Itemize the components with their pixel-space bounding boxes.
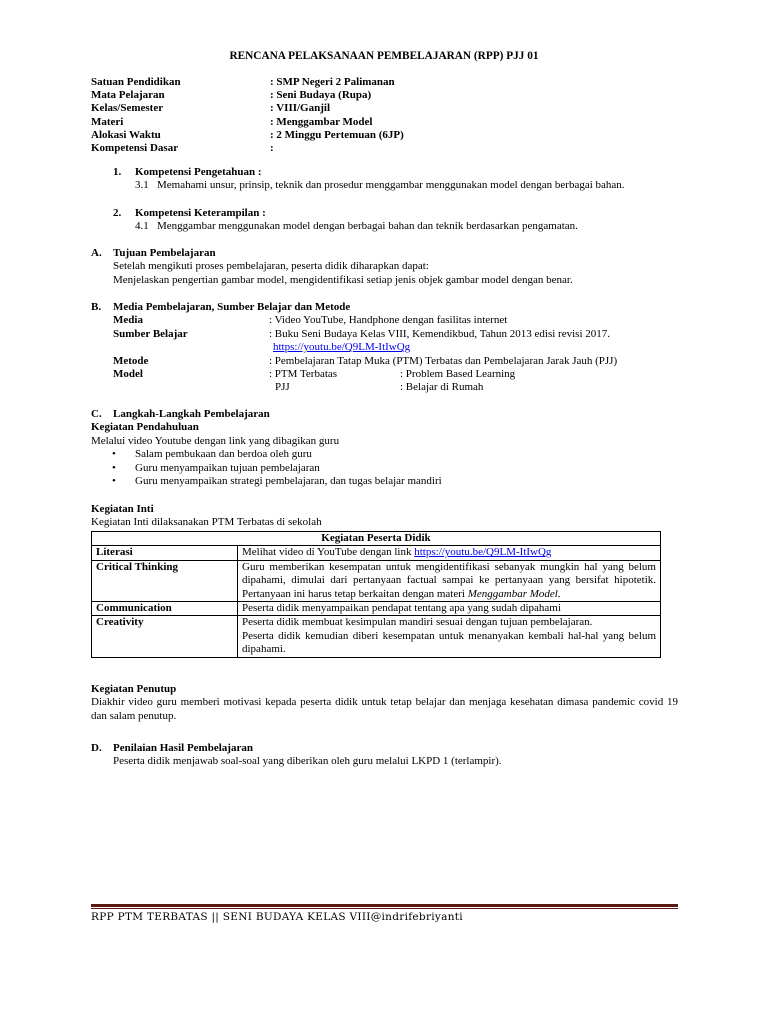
tujuan-text: Menjelaskan pengertian gambar model, mengidentifikasi setiap jenis objek gambar model dengan benar. <box>113 273 573 286</box>
section-media <box>91 301 678 395</box>
identity-label: Alokasi Waktu <box>91 128 161 141</box>
sumber-link[interactable]: https://youtu.be/Q9LM-ItIwQg <box>273 341 411 354</box>
identity-value: : 2 Minggu Pertemuan (6JP) <box>270 128 404 141</box>
section-heading: Media Pembelajaran, Sumber Belajar dan Metode <box>113 301 351 313</box>
table-row <box>92 560 661 601</box>
table-row <box>92 546 661 560</box>
section-heading: Langkah-Langkah Pembelajaran <box>113 408 270 420</box>
page-footer: RPP PTM TERBATAS || SENI BUDAYA KELAS VIII@indrifebriyanti <box>91 911 463 923</box>
model-row <box>91 368 678 395</box>
kd-text: Memahami unsur, prinsip, teknik dan prosedur menggambar menggunakan model dengan berbagai bahan. <box>157 179 625 192</box>
model-key: : PTM Terbatas <box>269 368 338 381</box>
identity-row-kd <box>91 142 404 155</box>
bullet-icon: • <box>112 475 116 488</box>
identity-value: : Menggambar Model <box>270 115 373 128</box>
model-key: PJJ <box>275 381 290 394</box>
tujuan-intro: Setelah mengikuti proses pembelajaran, peserta didik diharapkan dapat: <box>113 260 429 273</box>
model-label: Model <box>113 368 143 381</box>
identity-value: : SMP Negeri 2 Palimanan <box>270 76 395 88</box>
table-header: Kegiatan Peserta Didik <box>92 532 661 546</box>
identity-row-alokasi <box>91 129 404 142</box>
section-penilaian <box>91 742 678 769</box>
metode-label: Metode <box>113 354 149 367</box>
list-item: • Guru menyampaikan strategi pembelajaran, dan tugas belajar mandiri <box>112 475 442 488</box>
table-cell-text: Guru memberikan kesempatan untuk mengidentifikasi sebanyak mungkin hal yang belum dipahami, dimulai dari pertanyaan factual sampai ke pertanyaan yang bersifat hipotetik. Pertanyaan ini harus tetap berkaitan dengan materi <box>242 560 656 600</box>
table-cell-italic: Menggambar Model. <box>467 587 561 600</box>
inti-heading: Kegiatan Inti <box>91 503 154 515</box>
penutup-heading: Kegiatan Penutup <box>91 683 177 695</box>
footer-divider <box>91 904 678 907</box>
identity-row-mapel <box>91 89 404 102</box>
media-label: Media <box>113 314 143 327</box>
pendahuluan-intro: Melalui video Youtube dengan link yang dibagikan guru <box>91 434 340 447</box>
identity-label: Kelas/Semester <box>91 102 164 115</box>
sumber-row <box>91 328 678 355</box>
kompetensi-heading: Kompetensi Keterampilan : <box>135 207 266 219</box>
kegiatan-table <box>91 531 661 658</box>
table-cell-text: Peserta didik membuat kesimpulan mandiri sesuai dengan tujuan pembelajaran. <box>242 616 593 629</box>
table-cell-label: Literasi <box>92 546 238 560</box>
model-value: : Problem Based Learning <box>400 368 516 381</box>
bullet-icon: • <box>112 461 116 474</box>
footer-divider-thin <box>91 908 678 909</box>
model-value: : Belajar di Rumah <box>400 381 484 394</box>
identity-block <box>91 76 404 155</box>
document-title: RENCANA PELAKSANAAN PEMBELAJARAN (RPP) PJJ 01 <box>229 50 539 62</box>
kompetensi-keterampilan <box>113 207 678 234</box>
identity-row-materi <box>91 116 404 129</box>
table-cell-label: Communication <box>92 602 238 616</box>
media-value: : Video YouTube, Handphone dengan fasilitas internet <box>269 314 508 327</box>
identity-row-kelas <box>91 102 404 115</box>
penilaian-text: Peserta didik menjawab soal-soal yang diberikan oleh guru melalui LKPD 1 (terlampir). <box>113 755 502 768</box>
identity-label: Satuan Pendidikan <box>91 76 181 88</box>
section-letter: B. <box>91 301 102 313</box>
identity-row-satuan <box>91 76 404 89</box>
media-row <box>91 314 678 327</box>
list-item: • Salam pembukaan dan berdoa oleh guru <box>112 448 312 461</box>
table-cell-label: Critical Thinking <box>92 560 238 601</box>
table-row <box>92 602 661 616</box>
table-cell-text: Melihat video di YouTube dengan link <box>242 546 415 559</box>
metode-value: : Pembelajaran Tatap Muka (PTM) Terbatas dan Pembelajaran Jarak Jauh (PJJ) <box>269 354 618 367</box>
kegiatan-penutup <box>91 683 678 723</box>
kd-number: 4.1 <box>135 220 149 233</box>
section-tujuan <box>91 247 678 287</box>
inti-intro: Kegiatan Inti dilaksanakan PTM Terbatas di sekolah <box>91 516 322 529</box>
sumber-label: Sumber Belajar <box>113 327 188 340</box>
section-letter: D. <box>91 742 102 754</box>
section-heading: Tujuan Pembelajaran <box>113 247 216 259</box>
list-item: • Guru menyampaikan tujuan pembelajaran <box>112 461 320 474</box>
identity-label: Kompetensi Dasar <box>91 141 179 154</box>
pendahuluan-list <box>91 448 678 488</box>
identity-value: : <box>270 141 274 154</box>
kompetensi-heading: Kompetensi Pengetahuan : <box>135 166 262 178</box>
section-langkah <box>91 408 678 488</box>
identity-label: Materi <box>91 115 124 128</box>
identity-value: : Seni Budaya (Rupa) <box>270 89 372 102</box>
identity-label: Mata Pelajaran <box>91 89 165 102</box>
table-cell-label: Creativity <box>92 616 238 657</box>
identity-value: : VIII/Ganjil <box>270 102 331 115</box>
table-cell-text: Peserta didik kemudian diberi kesempatan untuk menanyakan kembali hal-hal yang belum dipahami. <box>242 629 656 656</box>
section-letter: C. <box>91 408 102 420</box>
kd-number: 3.1 <box>135 179 149 192</box>
pendahuluan-heading: Kegiatan Pendahuluan <box>91 421 199 434</box>
list-number: 1. <box>113 166 122 178</box>
kegiatan-inti <box>91 503 678 530</box>
kompetensi-pengetahuan <box>113 166 678 193</box>
section-heading: Penilaian Hasil Pembelajaran <box>113 742 253 754</box>
literasi-link[interactable]: https://youtu.be/Q9LM-ItIwQg <box>414 546 552 559</box>
table-row <box>92 616 661 657</box>
table-cell-text: Peserta didik menyampaikan pendapat tentang apa yang sudah dipahami <box>238 602 661 616</box>
penutup-text: Diakhir video guru memberi motivasi kepada peserta didik untuk tetap belajar dan menjaga kesehatan dimasa pandemic covid 19 dan salam penutup. <box>91 696 678 722</box>
table-header-row <box>92 532 661 546</box>
metode-row <box>91 355 678 368</box>
kd-text: Menggambar menggunakan model dengan berbagai bahan dan teknik berdasarkan pengamatan. <box>157 220 578 233</box>
list-number: 2. <box>113 207 122 219</box>
sumber-value: : Buku Seni Budaya Kelas VIII, Kemendikbud, Tahun 2013 edisi revisi 2017. <box>269 327 610 340</box>
bullet-icon: • <box>112 448 116 461</box>
section-letter: A. <box>91 247 102 259</box>
